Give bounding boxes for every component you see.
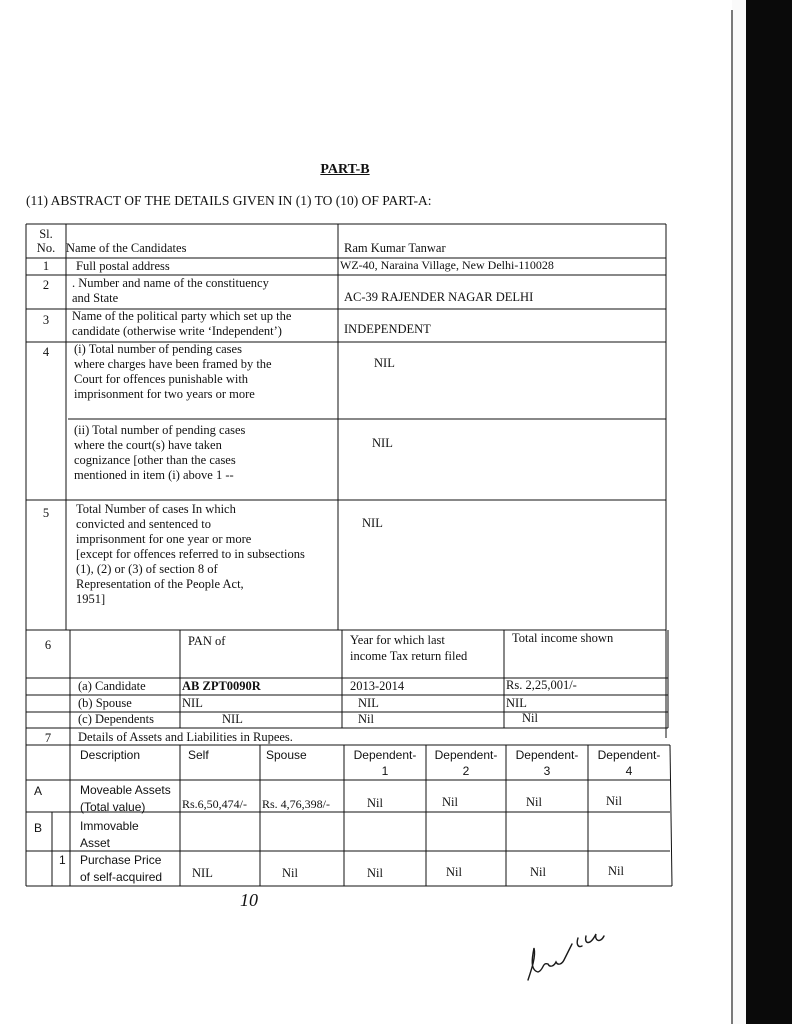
assets-header-dependent-2: Dependent- 2: [434, 748, 498, 778]
income-candidate-amount: Rs. 2,25,001/-: [506, 678, 577, 692]
assets-row-b1-dependent-3: Nil: [530, 865, 546, 879]
row-3-label: Name of the political party which set up the candidate (otherwise write ‘Independent’): [72, 309, 292, 338]
assets-row-a-self: Rs.6,50,474/-: [182, 797, 248, 811]
part-title: PART-B: [320, 162, 370, 177]
row-3-num: 3: [42, 313, 50, 327]
row-2-label: . Number and name of the constituency and State: [72, 276, 269, 305]
income-spouse-year: NIL: [358, 696, 379, 710]
assets-header-description: Description: [80, 748, 141, 762]
page-number: 10: [240, 890, 258, 910]
row-4i-value: NIL: [374, 356, 395, 370]
assets-row-a-dependent-3: Nil: [526, 795, 542, 809]
assets-row-a-dependent-2: Nil: [442, 795, 458, 809]
income-candidate-label: (a) Candidate: [78, 679, 146, 693]
assets-header-dependent-4: Dependent- 4: [597, 748, 661, 778]
row-7-num: 7: [44, 731, 52, 745]
row-2-value: AC-39 RAJENDER NAGAR DELHI: [344, 290, 534, 304]
income-spouse-pan: NIL: [182, 696, 203, 710]
assets-row-a-code: A: [34, 784, 43, 798]
assets-header-self: Self: [188, 748, 209, 762]
assets-row-a-dependent-4: Nil: [606, 794, 622, 808]
assets-row-b-description: Immovable Asset: [80, 819, 139, 850]
candidate-name-value: Ram Kumar Tanwar: [344, 241, 446, 255]
row-6-num: 6: [44, 638, 52, 652]
row-4ii-value: NIL: [372, 436, 393, 450]
income-spouse-label: (b) Spouse: [78, 696, 132, 710]
assets-row-b1-description: Purchase Price of self-acquired: [80, 853, 163, 884]
income-dependents-year: Nil: [358, 712, 374, 726]
sl-no-header: Sl. No.: [36, 227, 56, 255]
assets-row-b1-self: NIL: [192, 866, 213, 880]
pan-column-header: PAN of: [188, 634, 226, 648]
row-1-value: WZ-40, Naraina Village, New Delhi-110028: [340, 258, 554, 272]
assets-row-a-dependent-1: Nil: [367, 796, 383, 810]
total-income-column-header: Total income shown: [512, 631, 614, 645]
assets-row-a-description: Moveable Assets (Total value): [80, 783, 171, 814]
abstract-heading: (11) ABSTRACT OF THE DETAILS GIVEN IN (1) TO (10) OF PART-A:: [26, 193, 432, 208]
assets-header-dependent-1: Dependent- 1: [353, 748, 417, 778]
income-spouse-amount: NIL: [506, 696, 527, 710]
income-dependents-amount: Nil: [522, 711, 538, 725]
row-5-num: 5: [42, 506, 50, 520]
assets-row-b1-dependent-2: Nil: [446, 865, 462, 879]
assets-header-spouse: Spouse: [266, 748, 307, 762]
income-dependents-pan: NIL: [222, 712, 243, 726]
row-1-label: Full postal address: [76, 259, 170, 273]
row-4ii-label: (ii) Total number of pending cases where the court(s) have taken cognizance [other than the cases mentioned in item (i) above 1 --: [74, 423, 246, 482]
row-4i-label: (i) Total number of pending cases where charges have been framed by the Court for offences punishable with imprisonment for two years or more: [74, 342, 272, 401]
row-5-label: Total Number of cases In which convicted and sentenced to imprisonment for one year or more [except for offences referred to in subsections (1), (2) or (3) of section 8 of Representation of the People Act, 1951]: [76, 502, 305, 606]
assets-row-a-spouse: Rs. 4,76,398/-: [262, 797, 331, 811]
tax-year-column-header: Year for which last income Tax return filed: [350, 633, 468, 663]
assets-title: Details of Assets and Liabilities in Rupees.: [78, 730, 293, 744]
assets-row-b1-dependent-4: Nil: [608, 864, 624, 878]
row-4-num: 4: [42, 345, 50, 359]
handwritten-signature: [520, 918, 620, 988]
income-candidate-pan: AB ZPT0090R: [182, 679, 261, 693]
assets-row-b-code: B: [34, 821, 43, 835]
assets-row-b1-spouse: Nil: [282, 866, 298, 880]
row-2-num: 2: [42, 278, 50, 292]
row-1-num: 1: [42, 259, 50, 273]
assets-row-b1-sub: 1: [59, 853, 66, 867]
income-dependents-label: (c) Dependents: [78, 712, 155, 726]
income-candidate-year: 2013-2014: [350, 679, 405, 693]
candidate-name-label: Name of the Candidates: [66, 241, 187, 255]
row-3-value: INDEPENDENT: [344, 322, 431, 336]
assets-header-dependent-3: Dependent- 3: [515, 748, 579, 778]
row-5-value: NIL: [362, 516, 383, 530]
assets-row-b1-dependent-1: Nil: [367, 866, 383, 880]
